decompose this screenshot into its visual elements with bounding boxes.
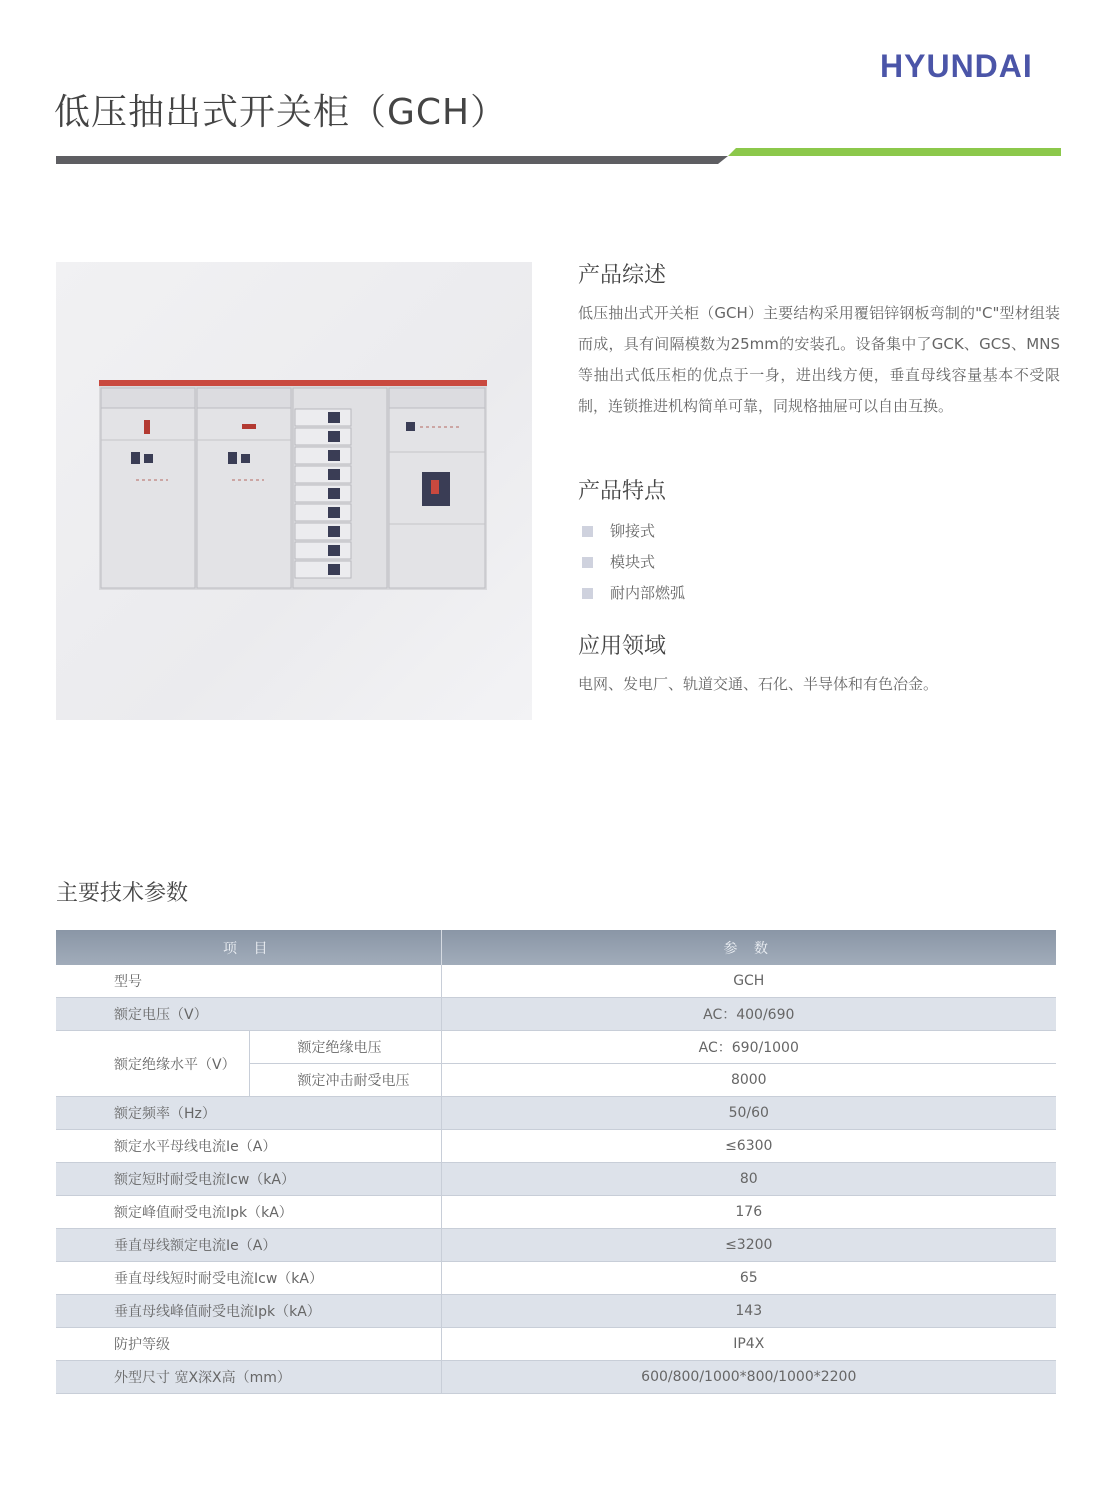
row-value: 80 xyxy=(441,1163,1056,1196)
row-label: 额定水平母线电流Ie（A） xyxy=(56,1130,441,1163)
table-row xyxy=(56,1163,1056,1196)
features-heading: 产品特点 xyxy=(578,479,667,504)
feature-label: 铆接式 xyxy=(610,522,656,540)
table-row xyxy=(56,1229,1056,1262)
row-label: 额定短时耐受电流Icw（kA） xyxy=(56,1163,441,1196)
row-label: 垂直母线额定电流Ie（A） xyxy=(56,1229,441,1262)
features-list xyxy=(578,516,685,609)
square-bullet-icon xyxy=(582,557,593,568)
row-value: IP4X xyxy=(441,1328,1056,1361)
list-item xyxy=(578,578,685,609)
switchgear-product-photo xyxy=(56,262,532,720)
square-bullet-icon xyxy=(582,588,593,599)
params-table xyxy=(56,930,1056,1394)
row-label: 额定峰值耐受电流Ipk（kA） xyxy=(56,1196,441,1229)
applications-text: 电网、发电厂、轨道交通、石化、半导体和有色冶金。 xyxy=(578,675,939,693)
row-value: 143 xyxy=(441,1295,1056,1328)
page-title: 低压抽出式开关柜（GCH） xyxy=(54,92,508,133)
row-label: 额定电压（V） xyxy=(56,998,441,1031)
table-row xyxy=(56,1295,1056,1328)
row-value: GCH xyxy=(441,965,1056,998)
brand-logo: HYUNDAI xyxy=(880,48,1033,84)
table-row xyxy=(56,998,1056,1031)
row-value: 8000 xyxy=(441,1064,1056,1097)
table-row xyxy=(56,1097,1056,1130)
row-value: 176 xyxy=(441,1196,1056,1229)
title-divider-bar xyxy=(56,148,1061,168)
square-bullet-icon xyxy=(582,526,593,537)
row-value: AC：690/1000 xyxy=(441,1031,1056,1064)
row-value: 65 xyxy=(441,1262,1056,1295)
list-item xyxy=(578,516,685,547)
row-value: 50/60 xyxy=(441,1097,1056,1130)
overview-heading: 产品综述 xyxy=(578,263,667,288)
row-value: AC：400/690 xyxy=(441,998,1056,1031)
row-label: 型号 xyxy=(56,965,441,998)
row-value: 600/800/1000*800/1000*2200 xyxy=(441,1361,1056,1394)
table-row xyxy=(56,1130,1056,1163)
table-row xyxy=(56,1361,1056,1394)
row-label: 垂直母线短时耐受电流Icw（kA） xyxy=(56,1262,441,1295)
table-row xyxy=(56,1328,1056,1361)
table-row xyxy=(56,1196,1056,1229)
table-row xyxy=(56,1031,1056,1064)
overview-text: 低压抽出式开关柜（GCH）主要结构采用覆铝锌钢板弯制的"C"型材组装而成，具有间隔模数为25mm的安装孔。设备集中了GCK、GCS、MNS等抽出式低压柜的优点于一身，进出线方便，垂直母线容量基本不受限制，连锁推进机构简单可靠，同规格抽屉可以自由互换。 xyxy=(578,304,1060,415)
row-label: 垂直母线峰值耐受电流Ipk（kA） xyxy=(56,1295,441,1328)
row-label: 外型尺寸 宽X深X高（mm） xyxy=(56,1361,441,1394)
row-sublabel: 额定冲击耐受电压 xyxy=(249,1064,441,1097)
row-sublabel: 额定绝缘电压 xyxy=(249,1031,441,1064)
table-row xyxy=(56,1262,1056,1295)
feature-label: 耐内部燃弧 xyxy=(610,584,686,602)
row-value: ≤6300 xyxy=(441,1130,1056,1163)
params-heading: 主要技术参数 xyxy=(56,881,189,906)
col-header-value: 参 数 xyxy=(441,930,1056,965)
applications-heading: 应用领域 xyxy=(578,634,667,659)
row-value: ≤3200 xyxy=(441,1229,1056,1262)
col-header-item: 项 目 xyxy=(56,930,441,965)
table-header-row xyxy=(56,930,1056,965)
row-label: 额定频率（Hz） xyxy=(56,1097,441,1130)
row-label: 防护等级 xyxy=(56,1328,441,1361)
list-item xyxy=(578,547,685,578)
table-row xyxy=(56,965,1056,998)
feature-label: 模块式 xyxy=(610,553,656,571)
row-group-label: 额定绝缘水平（V） xyxy=(56,1031,249,1097)
